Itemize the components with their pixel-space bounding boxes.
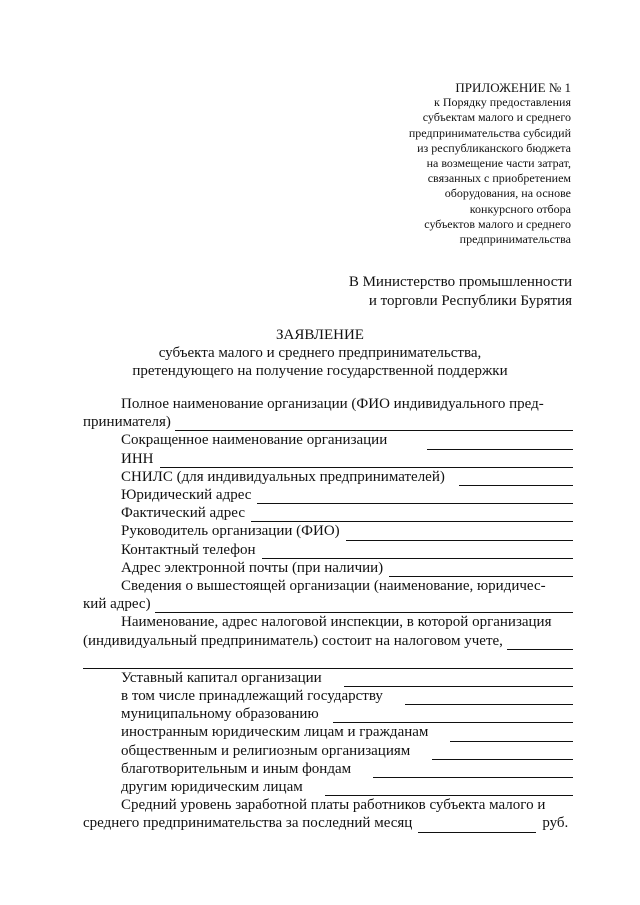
tax-office-field-line[interactable] — [83, 650, 573, 669]
other-share-row — [83, 778, 573, 796]
head-row — [83, 522, 573, 540]
appendix-line: к Порядку предоставления — [433, 95, 571, 110]
public-share-field[interactable] — [432, 746, 573, 760]
full-name-field[interactable] — [175, 417, 573, 431]
phone-row — [83, 541, 573, 559]
parent-org-row — [83, 595, 573, 613]
appendix-line: субъектов малого и среднего — [424, 216, 571, 231]
municipal-share-row — [83, 705, 573, 723]
application-form — [83, 395, 573, 833]
municipal-share-label: муниципальному образованию — [121, 706, 319, 723]
appendix-line: из республиканского бюджета — [417, 140, 571, 155]
state-share-row — [83, 687, 573, 705]
short-name-field[interactable] — [427, 436, 573, 450]
actual-address-row — [83, 504, 573, 522]
inn-label: ИНН — [121, 450, 154, 467]
document-subtitle-1: субъекта малого и среднего предпринимательства, — [158, 345, 482, 361]
inn-field[interactable] — [160, 454, 574, 468]
snils-field[interactable] — [459, 472, 573, 486]
municipal-share-field[interactable] — [333, 709, 573, 723]
phone-label: Контактный телефон — [121, 541, 256, 558]
state-share-field[interactable] — [405, 691, 573, 705]
appendix-line: оборудования, на основе — [444, 186, 571, 201]
charity-share-row — [83, 760, 573, 778]
tax-office-label-cont: (индивидуальный предприниматель) состоит на налоговом учете, — [83, 632, 503, 649]
public-share-row — [83, 742, 573, 760]
short-name-label: Сокращенное наименование организации — [121, 432, 388, 449]
email-row — [83, 559, 573, 577]
email-label: Адрес электронной почты (при наличии) — [121, 559, 384, 576]
document-title: ЗАЯВЛЕНИЕ — [276, 327, 364, 343]
actual-address-label: Фактический адрес — [121, 505, 245, 522]
capital-field[interactable] — [344, 673, 573, 687]
addressee-line-2: и торговли Республики Бурятия — [368, 293, 572, 309]
public-share-label: общественным и религиозным организациям — [121, 742, 411, 759]
full-name-row — [83, 413, 573, 431]
parent-org-label-cont: кий адрес) — [83, 596, 151, 613]
other-share-label: другим юридическим лицам — [121, 779, 303, 796]
charity-share-field[interactable] — [373, 764, 573, 778]
capital-label: Уставный капитал организации — [121, 669, 322, 686]
legal-address-row — [83, 486, 573, 504]
salary-field[interactable] — [418, 819, 536, 833]
phone-field[interactable] — [262, 545, 574, 559]
tax-office-label: Наименование, адрес налоговой инспекции, в которой организация — [121, 614, 552, 631]
short-name-row — [83, 431, 573, 449]
head-field[interactable] — [346, 527, 573, 541]
parent-org-field[interactable] — [155, 599, 573, 613]
document-subtitle-2: претендующего на получение государственной поддержки — [132, 363, 508, 379]
state-share-label: в том числе принадлежащий государству — [121, 688, 383, 705]
appendix-line: предпринимательства — [459, 232, 571, 247]
salary-row — [83, 814, 573, 832]
appendix-block — [321, 80, 571, 247]
foreign-share-row — [83, 723, 573, 741]
full-name-label: Полное наименование организации (ФИО индивидуального пред- — [121, 396, 544, 412]
full-name-label-cont: принимателя) — [83, 414, 171, 431]
head-label: Руководитель организации (ФИО) — [121, 523, 340, 540]
tax-office-row — [83, 632, 573, 650]
appendix-line: конкурсного отбора — [469, 201, 571, 216]
addressee-line-1: В Министерство промышленности — [348, 274, 572, 290]
appendix-line: предпринимательства субсидий — [408, 125, 571, 140]
snils-label: СНИЛС (для индивидуальных предпринимателей) — [121, 468, 445, 485]
capital-row — [83, 669, 573, 687]
appendix-line: на возмещение части затрат, — [426, 156, 571, 171]
document-heading — [60, 326, 580, 380]
appendix-line: связанных с приобретением — [427, 171, 571, 186]
other-share-field[interactable] — [325, 782, 573, 796]
actual-address-field[interactable] — [251, 508, 573, 522]
foreign-share-label: иностранным юридическим лицам и гражданам — [121, 724, 429, 741]
addressee-block — [252, 273, 572, 311]
tax-office-field[interactable] — [507, 636, 573, 650]
legal-address-field[interactable] — [257, 490, 573, 504]
parent-org-label: Сведения о вышестоящей организации (наименование, юридичес- — [121, 578, 546, 595]
snils-row — [83, 468, 573, 486]
salary-label-cont: среднего предпринимательства за последний месяц — [83, 815, 413, 832]
legal-address-label: Юридический адрес — [121, 487, 252, 504]
foreign-share-field[interactable] — [450, 728, 573, 742]
inn-row — [83, 450, 573, 468]
appendix-line: субъектам малого и среднего — [422, 110, 571, 125]
email-field[interactable] — [389, 563, 573, 577]
charity-share-label: благотворительным и иным фондам — [121, 760, 352, 777]
appendix-title: ПРИЛОЖЕНИЕ № 1 — [455, 80, 571, 95]
salary-label: Средний уровень заработной платы работников субъекта малого и — [121, 797, 546, 814]
currency-label: руб. — [542, 815, 569, 832]
